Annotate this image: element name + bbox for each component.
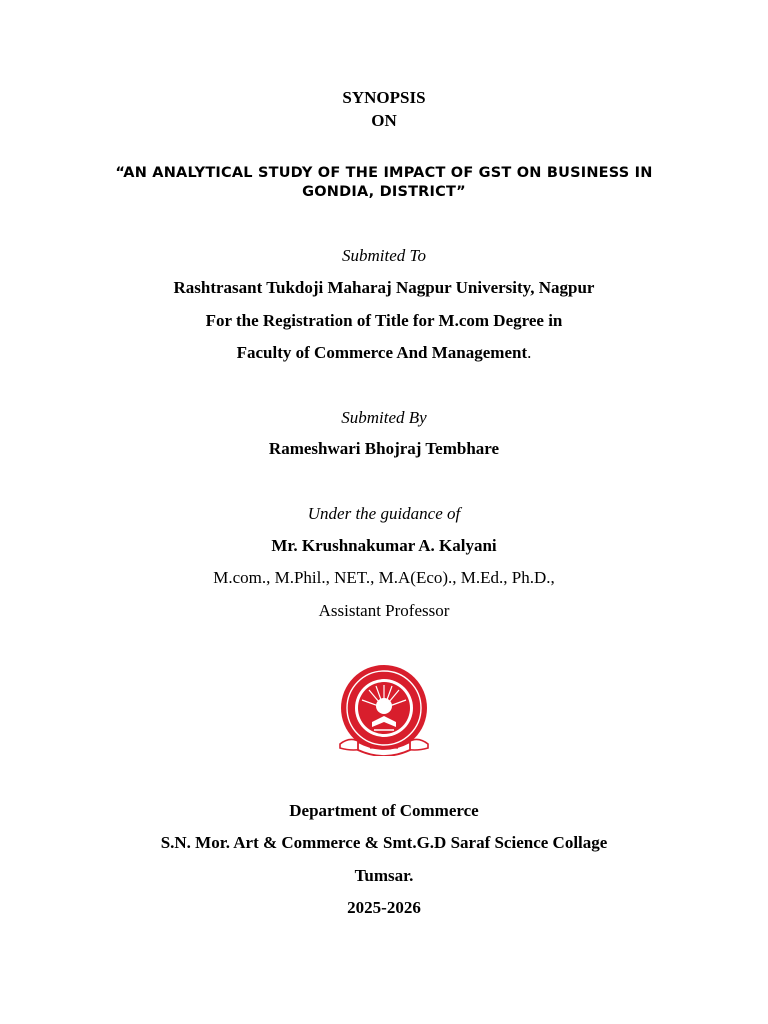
guidance-label: Under the guidance of <box>307 504 461 523</box>
registration-purpose: For the Registration of Title for M.com Degree in <box>205 311 563 330</box>
academic-year: 2025-2026 <box>347 898 421 917</box>
university-name: Rashtrasant Tukdoji Maharaj Nagpur University, Nagpur <box>173 278 595 297</box>
faculty-line <box>0 343 768 363</box>
guide-name: Mr. Krushnakumar A. Kalyani <box>271 536 497 555</box>
department-name: Department of Commerce <box>289 801 479 820</box>
submitted-by-label: Submited By <box>341 408 427 427</box>
synopsis-heading: SYNOPSIS <box>342 88 426 107</box>
on-heading: ON <box>371 111 397 130</box>
university-seal-logo <box>336 664 432 756</box>
guide-qualifications: M.com., M.Phil., NET., M.A(Eco)., M.Ed., Ph.D., <box>213 568 555 587</box>
college-city: Tumsar. <box>354 866 414 885</box>
faculty-name: Faculty of Commerce And Management <box>236 343 528 362</box>
study-title-line-1: “AN ANALYTICAL STUDY OF THE IMPACT OF GST ON BUSINESS IN <box>115 165 653 181</box>
faculty-period: . <box>527 343 532 362</box>
guide-designation: Assistant Professor <box>318 601 450 620</box>
submitted-to-label: Submited To <box>342 246 426 265</box>
study-title-line-2: GONDIA, DISTRICT” <box>302 184 466 200</box>
student-name: Rameshwari Bhojraj Tembhare <box>268 439 500 458</box>
college-name: S.N. Mor. Art & Commerce & Smt.G.D Saraf Science Collage <box>160 833 608 852</box>
